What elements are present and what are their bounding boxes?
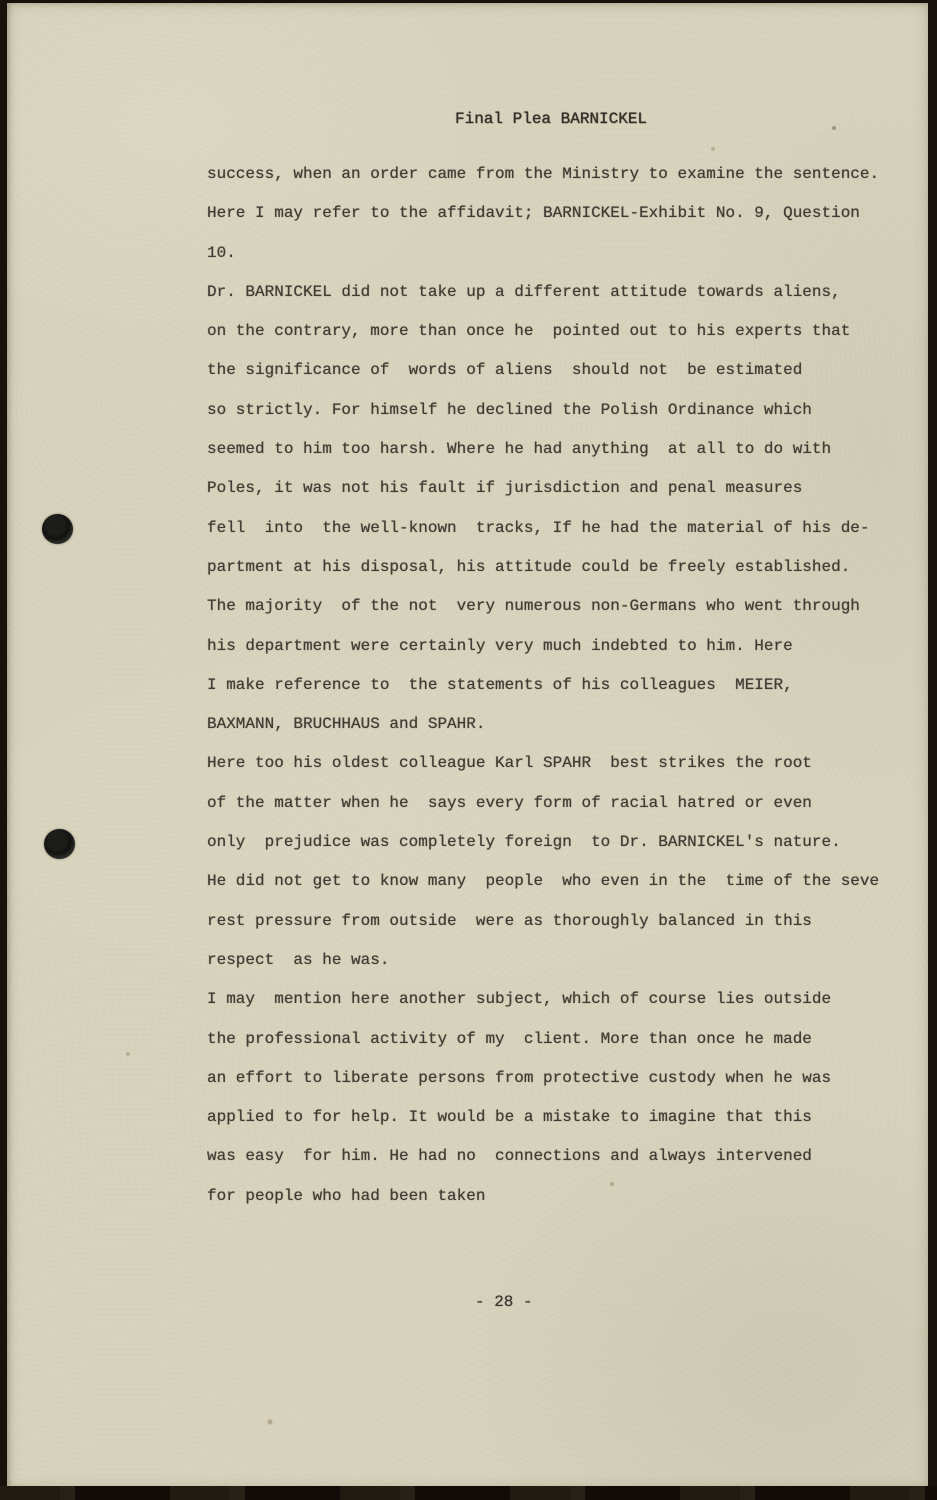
hole-punch-bottom-icon	[44, 829, 75, 859]
text-line: for people who had been taken	[207, 1186, 486, 1205]
text-line: the professional activity of my client. More than once he made	[207, 1029, 812, 1048]
text-line: was easy for him. He had no connections and always intervened	[207, 1147, 812, 1166]
text-line: only prejudice was completely foreign to Dr. BARNICKEL's nature.	[207, 833, 841, 852]
paper-sheet	[7, 3, 928, 1489]
text-line: 10.	[207, 243, 236, 262]
text-line: Here too his oldest colleague Karl SPAHR best strikes the root	[207, 754, 812, 773]
text-line: the significance of words of aliens should not be estimated	[207, 361, 803, 380]
text-line: seemed to him too harsh. Where he had anything at all to do with	[207, 440, 832, 459]
text-line: BAXMANN, BRUCHHAUS and SPAHR.	[207, 715, 486, 734]
document-body	[207, 155, 907, 1216]
text-line: The majority of the not very numerous non-Germans who went through	[207, 597, 860, 616]
document-title: Final Plea BARNICKEL	[455, 110, 648, 128]
text-line: I may mention here another subject, which of course lies outside	[207, 990, 832, 1009]
hole-punch-top-icon	[42, 514, 73, 544]
text-line: so strictly. For himself he declined the Polish Ordinance which	[207, 400, 812, 419]
text-line: his department were certainly very much indebted to him. Here	[207, 636, 793, 655]
page-number: - 28 -	[475, 1293, 533, 1311]
text-line: of the matter when he says every form of racial hatred or even	[207, 793, 812, 812]
text-line: applied to for help. It would be a mistake to imagine that this	[207, 1108, 812, 1127]
text-line: rest pressure from outside were as thoroughly balanced in this	[207, 911, 812, 930]
text-line: an effort to liberate persons from protective custody when he was	[207, 1068, 832, 1087]
text-line: He did not get to know many people who even in the time of the seve	[207, 872, 880, 891]
text-line: partment at his disposal, his attitude could be freely established.	[207, 557, 851, 576]
text-line: on the contrary, more than once he pointed out to his experts that	[207, 322, 851, 341]
text-line: Poles, it was not his fault if jurisdiction and penal measures	[207, 479, 803, 498]
text-line: I make reference to the statements of his colleagues MEIER,	[207, 675, 793, 694]
text-line: fell into the well-known tracks, If he had the material of his de-	[207, 518, 870, 537]
scan-bottom-edge	[0, 1486, 937, 1500]
text-line: success, when an order came from the Ministry to examine the sentence.	[207, 165, 880, 183]
text-line: respect as he was.	[207, 950, 390, 969]
text-line: Here I may refer to the affidavit; BARNICKEL-Exhibit No. 9, Question	[207, 204, 860, 223]
text-line: Dr. BARNICKEL did not take up a different attitude towards aliens,	[207, 282, 841, 301]
